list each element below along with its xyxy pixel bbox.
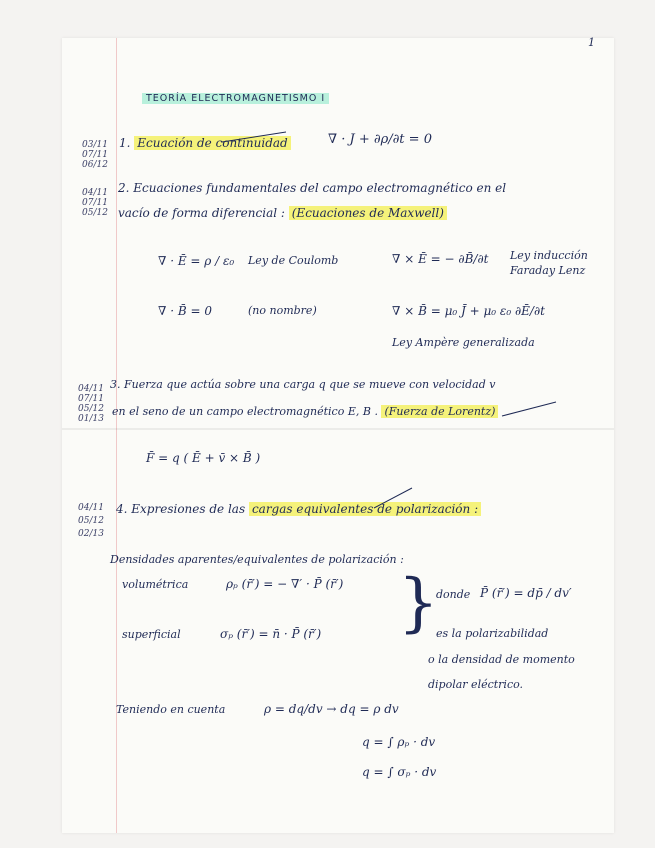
volumetric-label: volumétrica — [122, 578, 189, 591]
section-2-line-1 — [118, 181, 506, 195]
section-number: 3. — [110, 378, 121, 391]
section-number: 4. — [116, 502, 128, 516]
date: 04/11 — [78, 503, 104, 513]
date: 07/11 — [82, 150, 108, 160]
section-3-text-2: en el seno de un campo electromagnético E, B . — [112, 405, 378, 418]
note-line-2: o la densidad de momento — [428, 653, 575, 666]
date: 07/11 — [82, 198, 108, 208]
date: 04/11 — [82, 188, 108, 198]
page-title — [142, 86, 329, 105]
section-2-dates — [82, 188, 108, 218]
section-number: 1. — [119, 136, 131, 150]
gauss-magnetic-label: (no nombre) — [248, 304, 317, 317]
section-2-text-2: vacío de forma diferencial : — [118, 206, 285, 220]
date: 01/13 — [78, 414, 104, 424]
section-2-highlight: (Ecuaciones de Maxwell) — [289, 206, 447, 220]
faraday-equation: ∇ × Ē = − ∂B̄/∂t — [392, 252, 489, 266]
continuity-equation: ∇ · J + ∂ρ/∂t = 0 — [328, 132, 432, 147]
gauss-electric-equation: ∇ · Ē = ρ / ε₀ — [158, 254, 235, 268]
superficial-label: superficial — [122, 628, 181, 641]
section-3-line-2 — [112, 405, 498, 418]
where-text: donde — [436, 588, 471, 601]
page-number: 1 — [588, 36, 595, 49]
gauss-electric-label: Ley de Coulomb — [248, 254, 339, 267]
note-line-3: dipolar eléctrico. — [428, 678, 524, 691]
lorentz-equation: F̄ = q ( Ē + v̄ × B̄ ) — [146, 451, 261, 465]
superficial-formula: σₚ (r̄′) = n̄ · P̄ (r̄′) — [220, 627, 322, 641]
section-4-text: Expresiones de las — [131, 502, 246, 516]
date: 05/12 — [78, 404, 104, 414]
section-3-highlight: (Fuerza de Lorentz) — [381, 405, 498, 418]
section-4-highlight: cargas equivalentes de polarización : — [249, 502, 481, 516]
date: 05/12 — [82, 208, 108, 218]
charge-density-relation: ρ = dq/dv → dq = ρ dv — [264, 702, 399, 716]
checkmark-icon — [500, 398, 560, 422]
date: 07/11 — [78, 394, 104, 404]
date: 02/13 — [78, 529, 104, 539]
section-3-text: Fuerza que actúa sobre una carga q que se mueve con velocidad v — [124, 378, 496, 391]
ampere-label: Ley Ampère generalizada — [392, 336, 535, 349]
faraday-label-2: Faraday Lenz — [510, 264, 586, 277]
checkmark-icon — [372, 484, 432, 512]
ampere-equation: ∇ × B̄ = μ₀ J̄ + μ₀ ε₀ ∂Ē/∂t — [392, 304, 546, 318]
faraday-label — [510, 248, 588, 278]
surface-integral: q = ∫ σₚ · dv — [362, 765, 437, 779]
considering-text: Teniendo en cuenta — [116, 703, 226, 716]
checkmark-icon — [220, 128, 290, 148]
gauss-magnetic-equation: ∇ · B̄ = 0 — [158, 304, 212, 318]
section-2-line-2 — [118, 206, 447, 220]
section-2-text: Ecuaciones fundamentales del campo electromagnético en el — [133, 181, 507, 195]
section-3-line-1 — [110, 378, 495, 391]
date: 06/12 — [82, 160, 108, 170]
section-1-dates — [82, 140, 108, 170]
note-line-1: es la polarizabilidad — [436, 627, 549, 640]
polarization-formula: P̄ (r̄′) = dp̄ / dv′ — [480, 586, 572, 600]
section-number: 2. — [118, 181, 130, 195]
section-3-dates — [78, 384, 104, 424]
section-1-highlight: Ecuación de continuidad — [134, 136, 290, 150]
date: 05/12 — [78, 516, 104, 526]
faraday-label-1: Ley inducción — [510, 249, 588, 262]
page-fold — [62, 428, 614, 430]
section-4-dates — [78, 503, 104, 539]
date: 04/11 — [78, 384, 104, 394]
brace: } — [398, 566, 439, 640]
densities-subtitle: Densidades aparentes/equivalentes de polarización : — [110, 553, 404, 566]
title-text: TEORÍA ELECTROMAGNETISMO I — [142, 93, 329, 104]
volumetric-formula: ρₚ (r̄′) = − ∇′ · P̄ (r̄′) — [226, 577, 344, 591]
volume-integral: q = ∫ ρₚ · dv — [362, 735, 436, 749]
date: 03/11 — [82, 140, 108, 150]
